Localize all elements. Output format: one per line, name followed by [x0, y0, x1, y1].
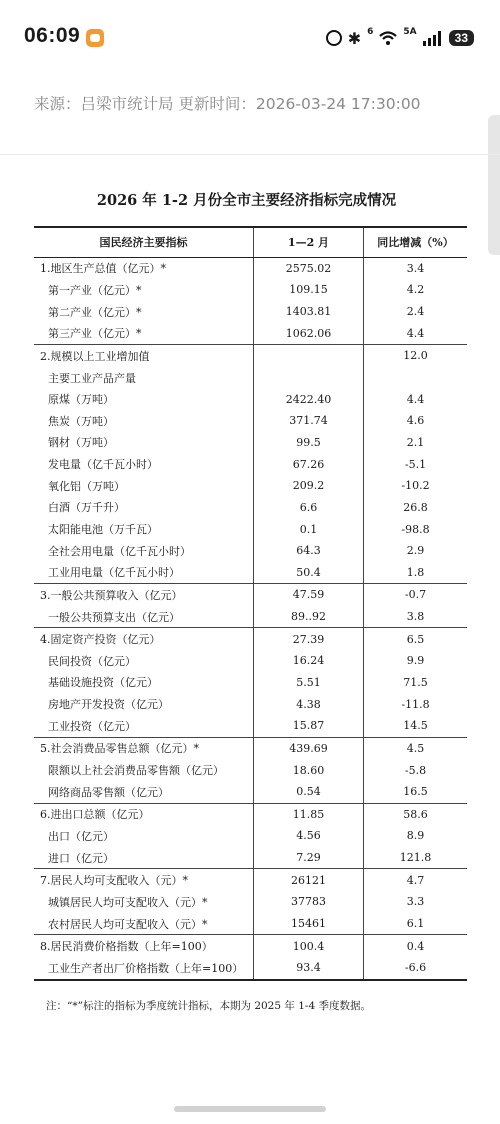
- indicator-value: 100.4: [254, 935, 364, 957]
- indicator-value: 50.4: [254, 561, 364, 583]
- table-row: [34, 606, 467, 628]
- indicator-value: 26121: [254, 869, 364, 891]
- indicator-change: -11.8: [364, 693, 468, 715]
- indicator-name: 第二产业（亿元）*: [48, 305, 142, 319]
- table-row: [34, 432, 467, 454]
- table-row: [34, 561, 467, 583]
- table-body: [34, 257, 467, 980]
- indicator-change: -98.8: [364, 518, 468, 540]
- indicator-value: 7.29: [254, 847, 364, 869]
- indicator-name: 氧化铝（万吨）: [48, 479, 125, 493]
- indicator-change: 12.0: [364, 345, 468, 367]
- indicator-value: 5.51: [254, 672, 364, 694]
- table-row: [34, 672, 467, 694]
- signal-icon: [423, 30, 441, 46]
- wifi-badge: 6: [367, 27, 374, 37]
- indicator-value: 209.2: [254, 475, 364, 497]
- indicator-value: 371.74: [254, 410, 364, 432]
- table-row: [34, 279, 467, 301]
- indicator-value: 1403.81: [254, 301, 364, 323]
- indicator-value: 4.56: [254, 825, 364, 847]
- indicator-change: 58.6: [364, 803, 468, 825]
- indicator-name: 工业生产者出厂价格指数（上年=100）: [34, 957, 254, 980]
- indicator-change: 3.4: [364, 257, 468, 279]
- indicator-name: 7.居民人均可支配收入（元）*: [34, 869, 254, 891]
- indicator-change: 4.4: [364, 388, 468, 410]
- indicator-name: 8.居民消费价格指数（上年=100）: [34, 935, 254, 957]
- indicator-name: 原煤（万吨）: [48, 393, 114, 407]
- indicator-name: 5.社会消费品零售总额（亿元）*: [34, 737, 254, 759]
- indicator-name: 6.进出口总额（亿元）: [34, 803, 254, 825]
- table-row: [34, 693, 467, 715]
- table-row: [34, 388, 467, 410]
- indicator-change: 6.1: [364, 913, 468, 935]
- home-indicator[interactable]: [174, 1106, 326, 1112]
- indicator-value: 27.39: [254, 628, 364, 650]
- indicator-name: 房地产开发投资（亿元）: [48, 698, 169, 712]
- table-row: [34, 650, 467, 672]
- scrollbar-thumb[interactable]: [488, 115, 500, 255]
- indicator-change: 4.6: [364, 410, 468, 432]
- indicator-name: 限额以上社会消费品零售额（亿元）: [48, 764, 224, 778]
- indicator-value: 439.69: [254, 737, 364, 759]
- indicator-name: 城镇居民人均可支配收入（元）*: [48, 895, 208, 909]
- table-row: [34, 847, 467, 869]
- indicator-change: -6.6: [364, 957, 468, 980]
- alarm-icon: [326, 30, 342, 46]
- indicator-change: 16.5: [364, 781, 468, 803]
- indicator-change: -5.1: [364, 453, 468, 475]
- indicator-value: [254, 367, 364, 389]
- column-header-change: 同比增减（%）: [364, 227, 468, 257]
- indicator-table: [34, 226, 467, 981]
- indicator-name: 基础设施投资（亿元）: [48, 676, 158, 690]
- indicator-name: 2.规模以上工业增加值: [34, 345, 254, 367]
- indicator-name: 第三产业（亿元）*: [48, 327, 142, 341]
- indicator-name: 发电量（亿千瓦小时）: [48, 458, 158, 472]
- indicator-value: 67.26: [254, 453, 364, 475]
- indicator-name: 太阳能电池（万千瓦）: [48, 523, 158, 536]
- indicator-value: 37783: [254, 891, 364, 913]
- indicator-change: 8.9: [364, 825, 468, 847]
- indicator-name: 主要工业产品产量: [48, 371, 136, 385]
- table-row: [34, 737, 467, 759]
- indicator-name: 钢材（万吨）: [48, 436, 114, 450]
- indicator-change: 4.2: [364, 279, 468, 301]
- app-notification-icon: [86, 29, 104, 47]
- table-note: 注：“*”标注的指标为季度统计指标，本期为 2025 年 1-4 季度数据。: [46, 999, 371, 1012]
- indicator-change: -10.2: [364, 475, 468, 497]
- indicator-name: 工业用电量（亿千瓦小时）: [48, 566, 180, 580]
- indicator-value: 99.5: [254, 432, 364, 454]
- indicator-change: 26.8: [364, 497, 468, 519]
- column-header-period: 1—2 月: [254, 227, 364, 257]
- indicator-value: [254, 345, 364, 367]
- wifi-icon: [379, 30, 397, 46]
- table-row: [34, 345, 467, 367]
- indicator-change: [364, 367, 468, 389]
- table-row: [34, 257, 467, 279]
- indicator-change: 2.1: [364, 432, 468, 454]
- indicator-name: 第一产业（亿元）*: [48, 283, 142, 297]
- indicator-change: 2.4: [364, 301, 468, 323]
- indicator-change: -0.7: [364, 584, 468, 606]
- indicator-change: 1.8: [364, 561, 468, 583]
- indicator-value: 0.54: [254, 781, 364, 803]
- table-row: [34, 781, 467, 803]
- indicator-name: 进口（亿元）: [48, 851, 114, 865]
- indicator-value: 0.1: [254, 518, 364, 540]
- indicator-name: 民间投资（亿元）: [48, 654, 136, 668]
- table-row: [34, 518, 467, 540]
- indicator-change: 3.8: [364, 606, 468, 628]
- network-type-label: 5A: [403, 27, 417, 37]
- table-row: [34, 301, 467, 323]
- document-title: 2026 年 1-2 月份全市主要经济指标完成情况: [96, 192, 397, 209]
- indicator-change: 6.5: [364, 628, 468, 650]
- table-row: [34, 891, 467, 913]
- divider: [0, 154, 500, 155]
- status-icons: [326, 27, 474, 49]
- indicator-value: 1062.06: [254, 322, 364, 344]
- table-row: [34, 935, 467, 957]
- table-row: [34, 410, 467, 432]
- table-header-row: [34, 227, 467, 257]
- table-row: [34, 957, 467, 980]
- indicator-change: 9.9: [364, 650, 468, 672]
- indicator-value: 15.87: [254, 715, 364, 737]
- indicator-change: 3.3: [364, 891, 468, 913]
- table-row: [34, 913, 467, 935]
- table-row: [34, 475, 467, 497]
- indicator-value: 18.60: [254, 759, 364, 781]
- indicator-change: 0.4: [364, 935, 468, 957]
- indicator-name: 白酒（万千升）: [48, 501, 125, 515]
- indicator-name: 3.一般公共预算收入（亿元）: [34, 584, 254, 606]
- indicator-change: 121.8: [364, 847, 468, 869]
- indicator-value: 11.85: [254, 803, 364, 825]
- indicator-name: 一般公共预算支出（亿元）: [48, 610, 180, 624]
- indicator-change: 4.4: [364, 322, 468, 344]
- battery-icon: 33: [449, 30, 474, 46]
- table-row: [34, 869, 467, 891]
- bluetooth-icon: ✱: [347, 28, 362, 48]
- source-line: 来源：吕梁市统计局 更新时间：2026-03-24 17:30:00: [34, 95, 421, 113]
- indicator-name: 4.固定资产投资（亿元）: [34, 628, 254, 650]
- indicator-name: 网络商品零售额（亿元）: [48, 785, 169, 799]
- indicator-name: 焦炭（万吨）: [48, 414, 114, 428]
- table-row: [34, 322, 467, 344]
- indicator-change: 14.5: [364, 715, 468, 737]
- indicator-value: 109.15: [254, 279, 364, 301]
- status-time: 06:09: [24, 24, 81, 47]
- table-row: [34, 759, 467, 781]
- indicator-value: 89..92: [254, 606, 364, 628]
- indicator-value: 15461: [254, 913, 364, 935]
- table-row: [34, 540, 467, 562]
- indicator-name: 1.地区生产总值（亿元）*: [40, 262, 166, 276]
- indicator-change: -5.8: [364, 759, 468, 781]
- indicator-value: 47.59: [254, 584, 364, 606]
- indicator-change: 2.9: [364, 540, 468, 562]
- indicator-value: 2422.40: [254, 388, 364, 410]
- table-row: [34, 497, 467, 519]
- indicator-name: 工业投资（亿元）: [48, 719, 136, 733]
- table-row: [34, 715, 467, 737]
- status-bar: [0, 0, 500, 76]
- indicator-value: 93.4: [254, 957, 364, 980]
- indicator-value: 6.6: [254, 497, 364, 519]
- table-row: [34, 628, 467, 650]
- indicator-change: 4.7: [364, 869, 468, 891]
- indicator-name: 全社会用电量（亿千瓦小时）: [48, 544, 191, 558]
- indicator-value: 4.38: [254, 693, 364, 715]
- indicator-value: 16.24: [254, 650, 364, 672]
- table-row: [34, 367, 467, 389]
- table-row: [34, 584, 467, 606]
- table-row: [34, 825, 467, 847]
- indicator-change: 4.5: [364, 737, 468, 759]
- table-row: [34, 453, 467, 475]
- document-image: [34, 190, 459, 1013]
- indicator-name: 出口（亿元）: [48, 829, 114, 843]
- table-row: [34, 803, 467, 825]
- indicator-value: 2575.02: [254, 257, 364, 279]
- indicator-change: 71.5: [364, 672, 468, 694]
- column-header-indicator: 国民经济主要指标: [34, 227, 254, 257]
- indicator-value: 64.3: [254, 540, 364, 562]
- indicator-name: 农村居民人均可支配收入（元）*: [48, 917, 208, 931]
